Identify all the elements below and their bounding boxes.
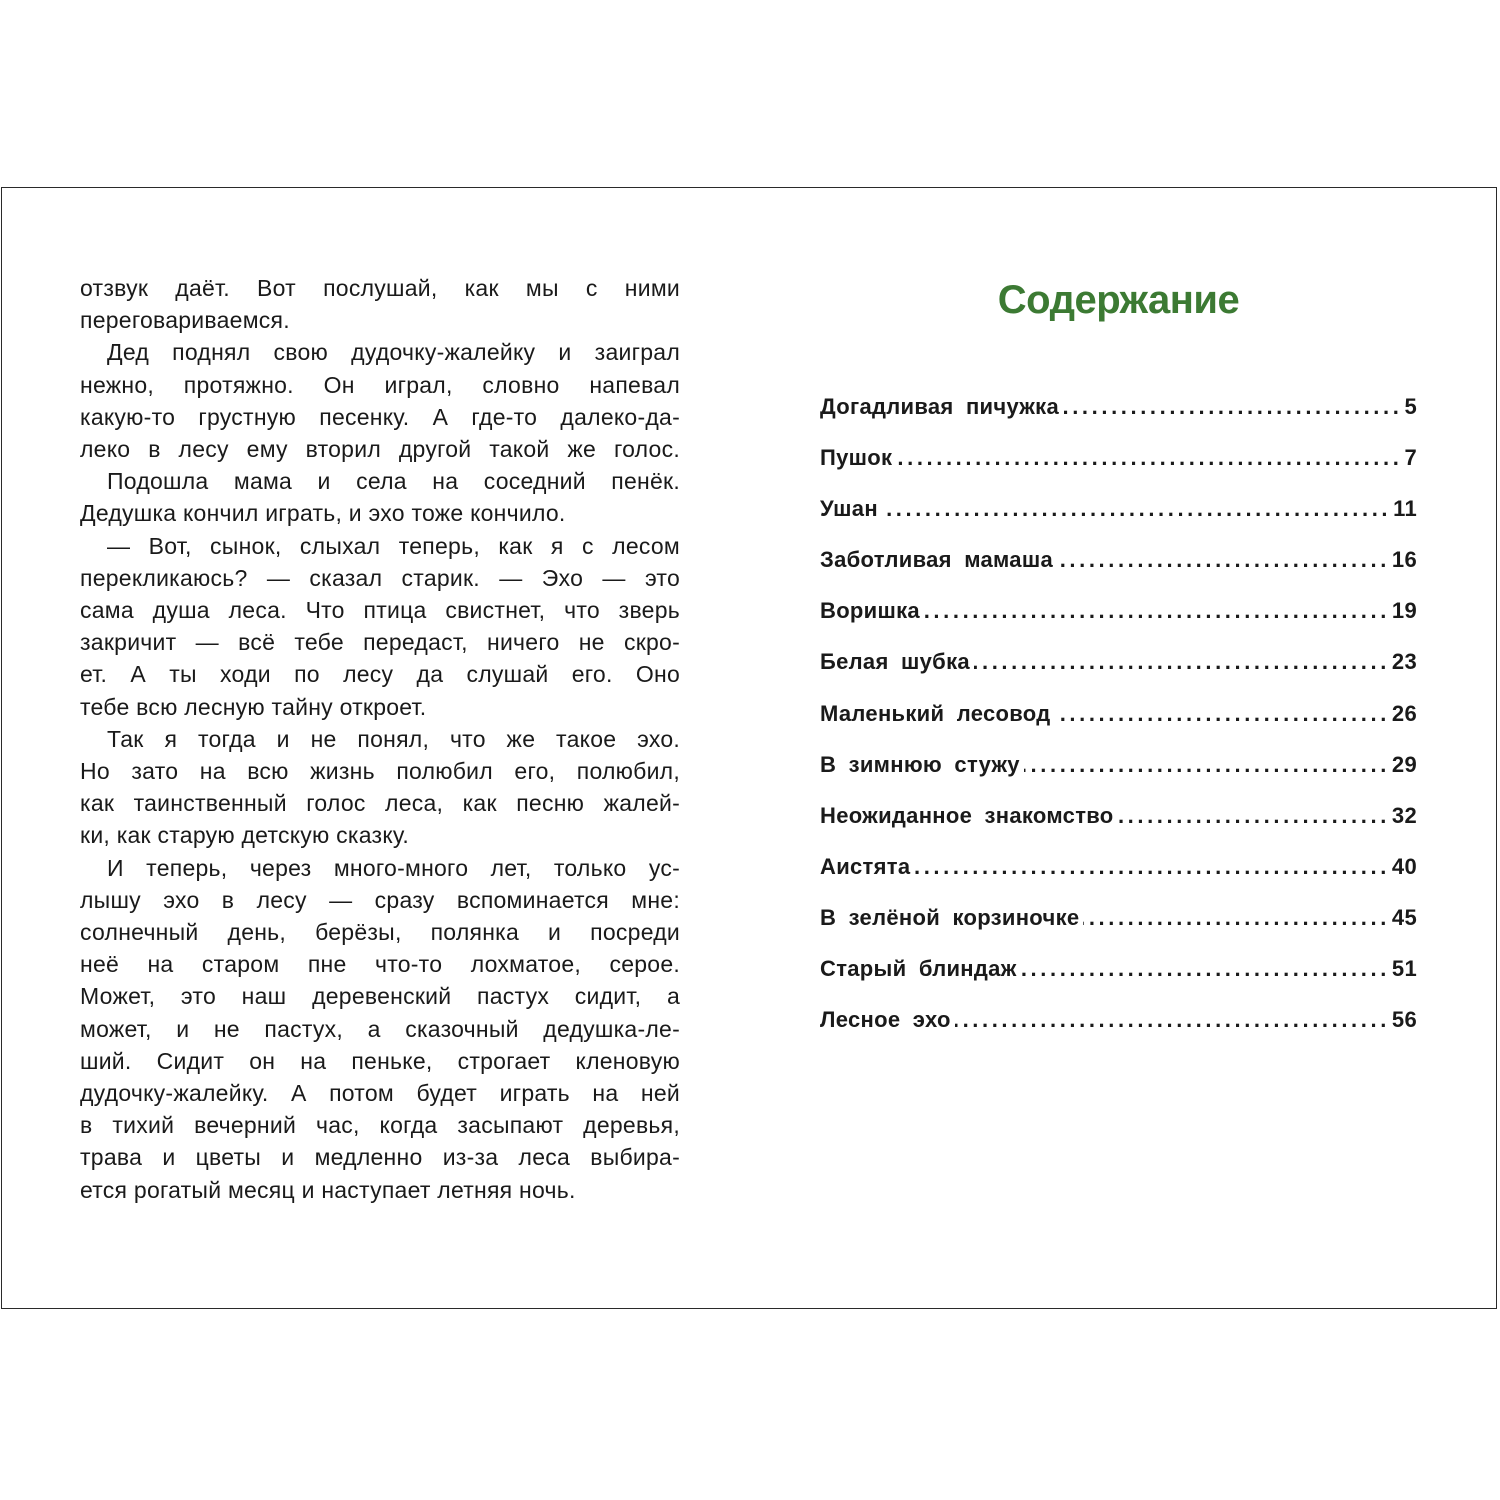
toc-dot-leader xyxy=(896,445,1402,471)
paragraph-4-line-3: сама душа леса. Что птица свистнет, что зверь xyxy=(80,597,680,624)
toc-item[interactable] xyxy=(820,496,1417,547)
paragraph-1-line-1: отзвук даёт. Вот послушай, как мы с ними xyxy=(80,275,680,301)
toc-item-title: В зимнюю стужу xyxy=(820,751,1020,777)
toc-dot-leader xyxy=(1057,547,1390,573)
toc-dot-leader xyxy=(955,1007,1390,1033)
toc-item-page: 7 xyxy=(1404,445,1417,471)
paragraph-6-line-1: И теперь, через много-много лет, только ус- xyxy=(107,854,680,881)
paragraph-6-line-2: лышу эхо в лесу — сразу вспоминается мне: xyxy=(80,886,680,913)
toc-item[interactable] xyxy=(820,956,1417,1007)
toc-dot-leader xyxy=(914,854,1390,880)
toc-item-page: 23 xyxy=(1391,649,1417,675)
paragraph-6-line-9: в тихий вечерний час, когда засыпают деревья, xyxy=(80,1112,680,1139)
toc-item[interactable] xyxy=(820,803,1417,854)
toc-item-title: Аистята xyxy=(820,853,911,879)
paragraph-6-line-7: ший. Сидит он на пеньке, строгает кленовую xyxy=(80,1047,680,1074)
paragraph-2-line-3: какую-то грустную песенку. А где-то далеко-да- xyxy=(80,403,680,430)
paragraph-1-line-2: переговариваемся. xyxy=(80,307,290,334)
paragraph-5-line-3: как таинственный голос леса, как песню жалей- xyxy=(80,790,680,817)
toc-dot-leader xyxy=(974,649,1390,675)
toc-item-title: Белая шубка xyxy=(820,649,970,675)
paragraph-2-line-1: Дед поднял свою дудочку-жалейку и заиграл xyxy=(107,339,680,366)
paragraph-6-line-10: трава и цветы и медленно из-за леса выбира- xyxy=(80,1144,680,1171)
toc-item[interactable] xyxy=(820,445,1417,496)
toc-item-title: В зелёной корзиночке xyxy=(820,904,1080,930)
toc-item-page: 29 xyxy=(1391,751,1417,777)
toc-dot-leader xyxy=(924,598,1390,624)
toc-dot-leader xyxy=(1063,394,1402,420)
paragraph-6-line-11: ется рогатый месяц и наступает летняя ночь. xyxy=(80,1176,576,1203)
paragraph-2-line-4: леко в лесу ему вторил другой такой же голос. xyxy=(80,436,680,463)
toc-item-page: 5 xyxy=(1404,394,1417,419)
toc-item-title: Заботливая мамаша xyxy=(820,547,1054,573)
toc-item[interactable] xyxy=(820,1007,1417,1058)
toc-item-title: Догадливая пичужка xyxy=(820,394,1059,419)
paragraph-6-line-6: может, и не пастух, а сказочный дедушка-ле- xyxy=(80,1015,680,1042)
paragraph-6-line-5: Может, это наш деревенский пастух сидит, а xyxy=(80,983,680,1010)
toc-dot-leader xyxy=(1021,956,1390,982)
toc-dot-leader xyxy=(1055,701,1390,727)
paragraph-4-line-1: — Вот, сынок, слыхал теперь, как я с лесом xyxy=(107,532,680,559)
toc-item-page: 45 xyxy=(1391,904,1417,930)
paragraph-5-line-1: Так я тогда и не понял, что же такое эхо. xyxy=(107,725,680,752)
toc-item[interactable] xyxy=(820,701,1417,752)
toc-item-page: 32 xyxy=(1391,802,1417,828)
toc-dot-leader xyxy=(1024,752,1390,778)
toc-item[interactable] xyxy=(820,547,1417,598)
toc-dot-leader xyxy=(882,496,1391,522)
toc-item[interactable] xyxy=(820,752,1417,803)
paragraph-5-line-2: Но зато на всю жизнь полюбил его, полюбил, xyxy=(80,758,680,785)
paragraph-4-line-4: закричит — всё тебе передаст, ничего не скро- xyxy=(80,629,680,656)
toc-dot-leader xyxy=(1083,905,1390,931)
toc-item-page: 56 xyxy=(1391,1007,1417,1033)
paragraph-6-line-4: неё на старом пне что-то лохматое, серое. xyxy=(80,951,680,978)
toc-item-title: Неожиданное знакомство xyxy=(820,802,1114,828)
toc-item[interactable] xyxy=(820,905,1417,956)
toc-item-page: 11 xyxy=(1393,496,1417,522)
toc-item-title: Лесное эхо xyxy=(820,1007,951,1033)
toc-item[interactable] xyxy=(820,854,1417,905)
toc-item-page: 40 xyxy=(1391,853,1417,879)
toc-item[interactable] xyxy=(820,598,1417,649)
toc-item-page: 51 xyxy=(1391,956,1417,982)
toc-title: Содержание xyxy=(997,278,1240,322)
toc-item-title: Ушан xyxy=(820,496,878,522)
table-of-contents xyxy=(820,394,1417,1058)
paragraph-6-line-8: дудочку-жалейку. А потом будет играть на ней xyxy=(80,1080,680,1107)
toc-item-title: Маленький лесовод xyxy=(820,700,1051,726)
paragraph-4-line-2: перекликаюсь? — сказал старик. — Эхо — это xyxy=(80,564,680,591)
toc-item-title: Воришка xyxy=(820,598,920,624)
toc-item-title: Пушок xyxy=(820,445,893,471)
toc-dot-leader xyxy=(1118,803,1390,829)
paragraph-6-line-3: солнечный день, берёзы, полянка и посреди xyxy=(80,919,680,946)
paragraph-4-line-6: тебе всю лесную тайну откроет. xyxy=(80,693,427,720)
paragraph-4-line-5: ет. А ты ходи по лесу да слушай его. Оно xyxy=(80,661,680,688)
toc-item-title: Старый блиндаж xyxy=(820,956,1017,982)
paragraph-3-line-1: Подошла мама и села на соседний пенёк. xyxy=(107,468,680,495)
paragraph-3-line-2: Дедушка кончил играть, и эхо тоже кончило. xyxy=(80,500,566,527)
toc-item-page: 19 xyxy=(1391,598,1417,624)
paragraph-2-line-2: нежно, протяжно. Он играл, словно напевал xyxy=(80,371,680,398)
story-text-page xyxy=(80,272,680,1206)
toc-item-page: 16 xyxy=(1391,547,1417,573)
paragraph-5-line-4: ки, как старую детскую сказку. xyxy=(80,822,409,849)
toc-item[interactable] xyxy=(820,649,1417,700)
toc-item[interactable] xyxy=(820,394,1417,445)
toc-item-page: 26 xyxy=(1391,700,1417,726)
